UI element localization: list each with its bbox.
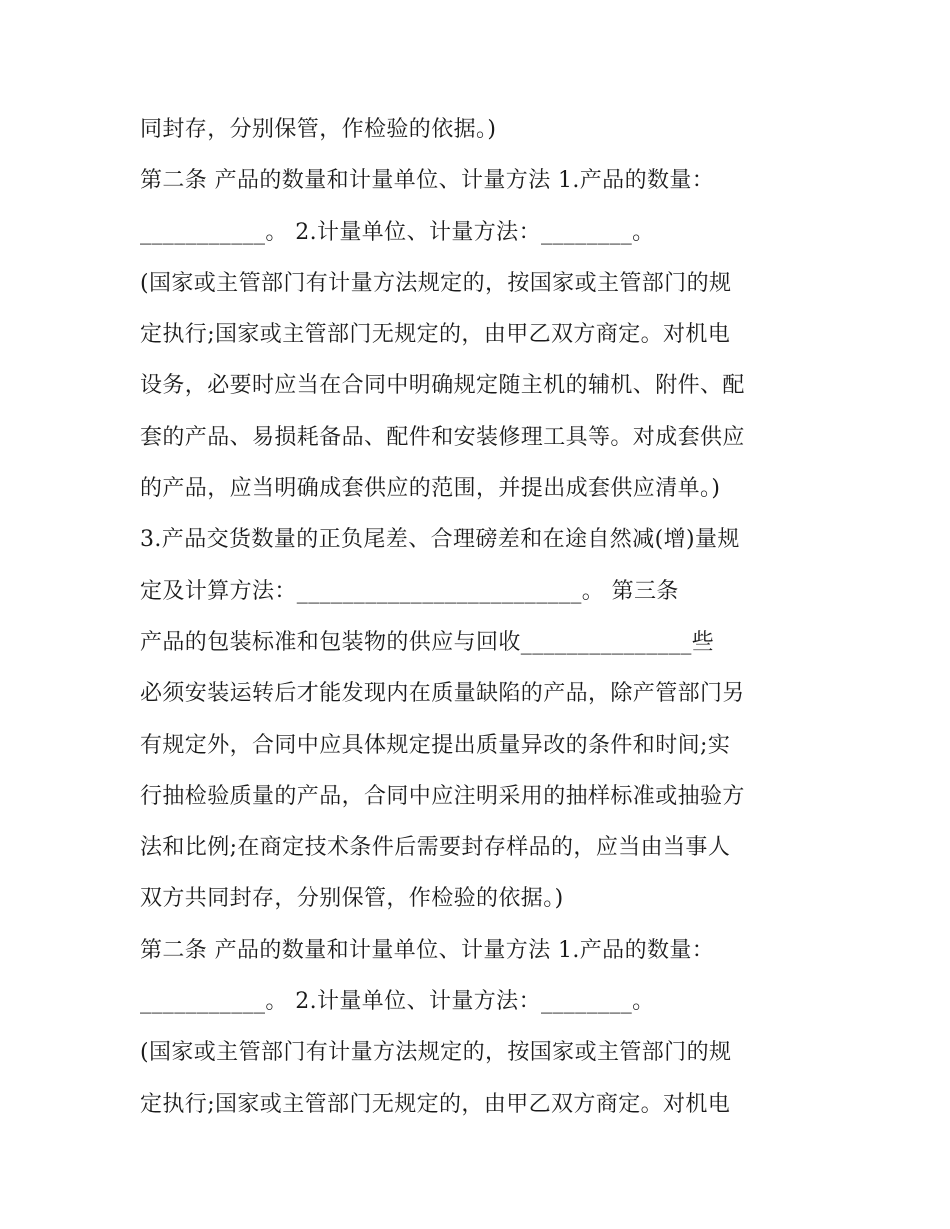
text-line: 有规定外，合同中应具体规定提出质量异改的条件和时间;实 xyxy=(140,732,731,758)
text-line: 定执行;国家或主管部门无规定的，由甲乙双方商定。对机电 xyxy=(140,322,731,348)
text-line: ___________。 2.计量单位、计量方法：________。 xyxy=(140,989,655,1015)
text-line: 设务，必要时应当在合同中明确规定随主机的辅机、附件、配 xyxy=(140,373,745,399)
text-line: 3.产品交货数量的正负尾差、合理磅差和在途自然减(增)量规 xyxy=(140,527,740,553)
text-line: ___________。 2.计量单位、计量方法：________。 xyxy=(140,219,655,245)
text-line: 套的产品、易损耗备品、配件和安装修理工具等。对成套供应 xyxy=(140,424,745,450)
text-line: 定执行;国家或主管部门无规定的，由甲乙双方商定。对机电 xyxy=(140,1091,731,1117)
text-line: 定及计算方法：_________________________。 第三条 xyxy=(140,578,679,604)
text-line: 第二条 产品的数量和计量单位、计量方法 1.产品的数量： xyxy=(140,168,715,194)
text-line: (国家或主管部门有计量方法规定的，按国家或主管部门的规 xyxy=(140,270,732,296)
text-line: 必须安装运转后才能发现内在质量缺陷的产品，除产管部门另 xyxy=(140,681,745,707)
text-line: 第二条 产品的数量和计量单位、计量方法 1.产品的数量： xyxy=(140,937,715,963)
text-line: 行抽检验质量的产品，合同中应注明采用的抽样标准或抽验方 xyxy=(140,783,745,809)
text-line: (国家或主管部门有计量方法规定的，按国家或主管部门的规 xyxy=(140,1040,732,1066)
text-line: 双方共同封存，分别保管，作检验的依据。) xyxy=(140,886,564,912)
text-line: 同封存，分别保管，作检验的依据。) xyxy=(140,117,497,142)
text-line: 的产品，应当明确成套供应的范围，并提出成套供应清单。) xyxy=(140,476,721,502)
text-line: 产品的包装标准和包装物的供应与回收_______________些 xyxy=(140,629,715,655)
text-line: 法和比例;在商定技术条件后需要封存样品的，应当由当事人 xyxy=(140,835,731,861)
document-body xyxy=(140,104,840,1130)
